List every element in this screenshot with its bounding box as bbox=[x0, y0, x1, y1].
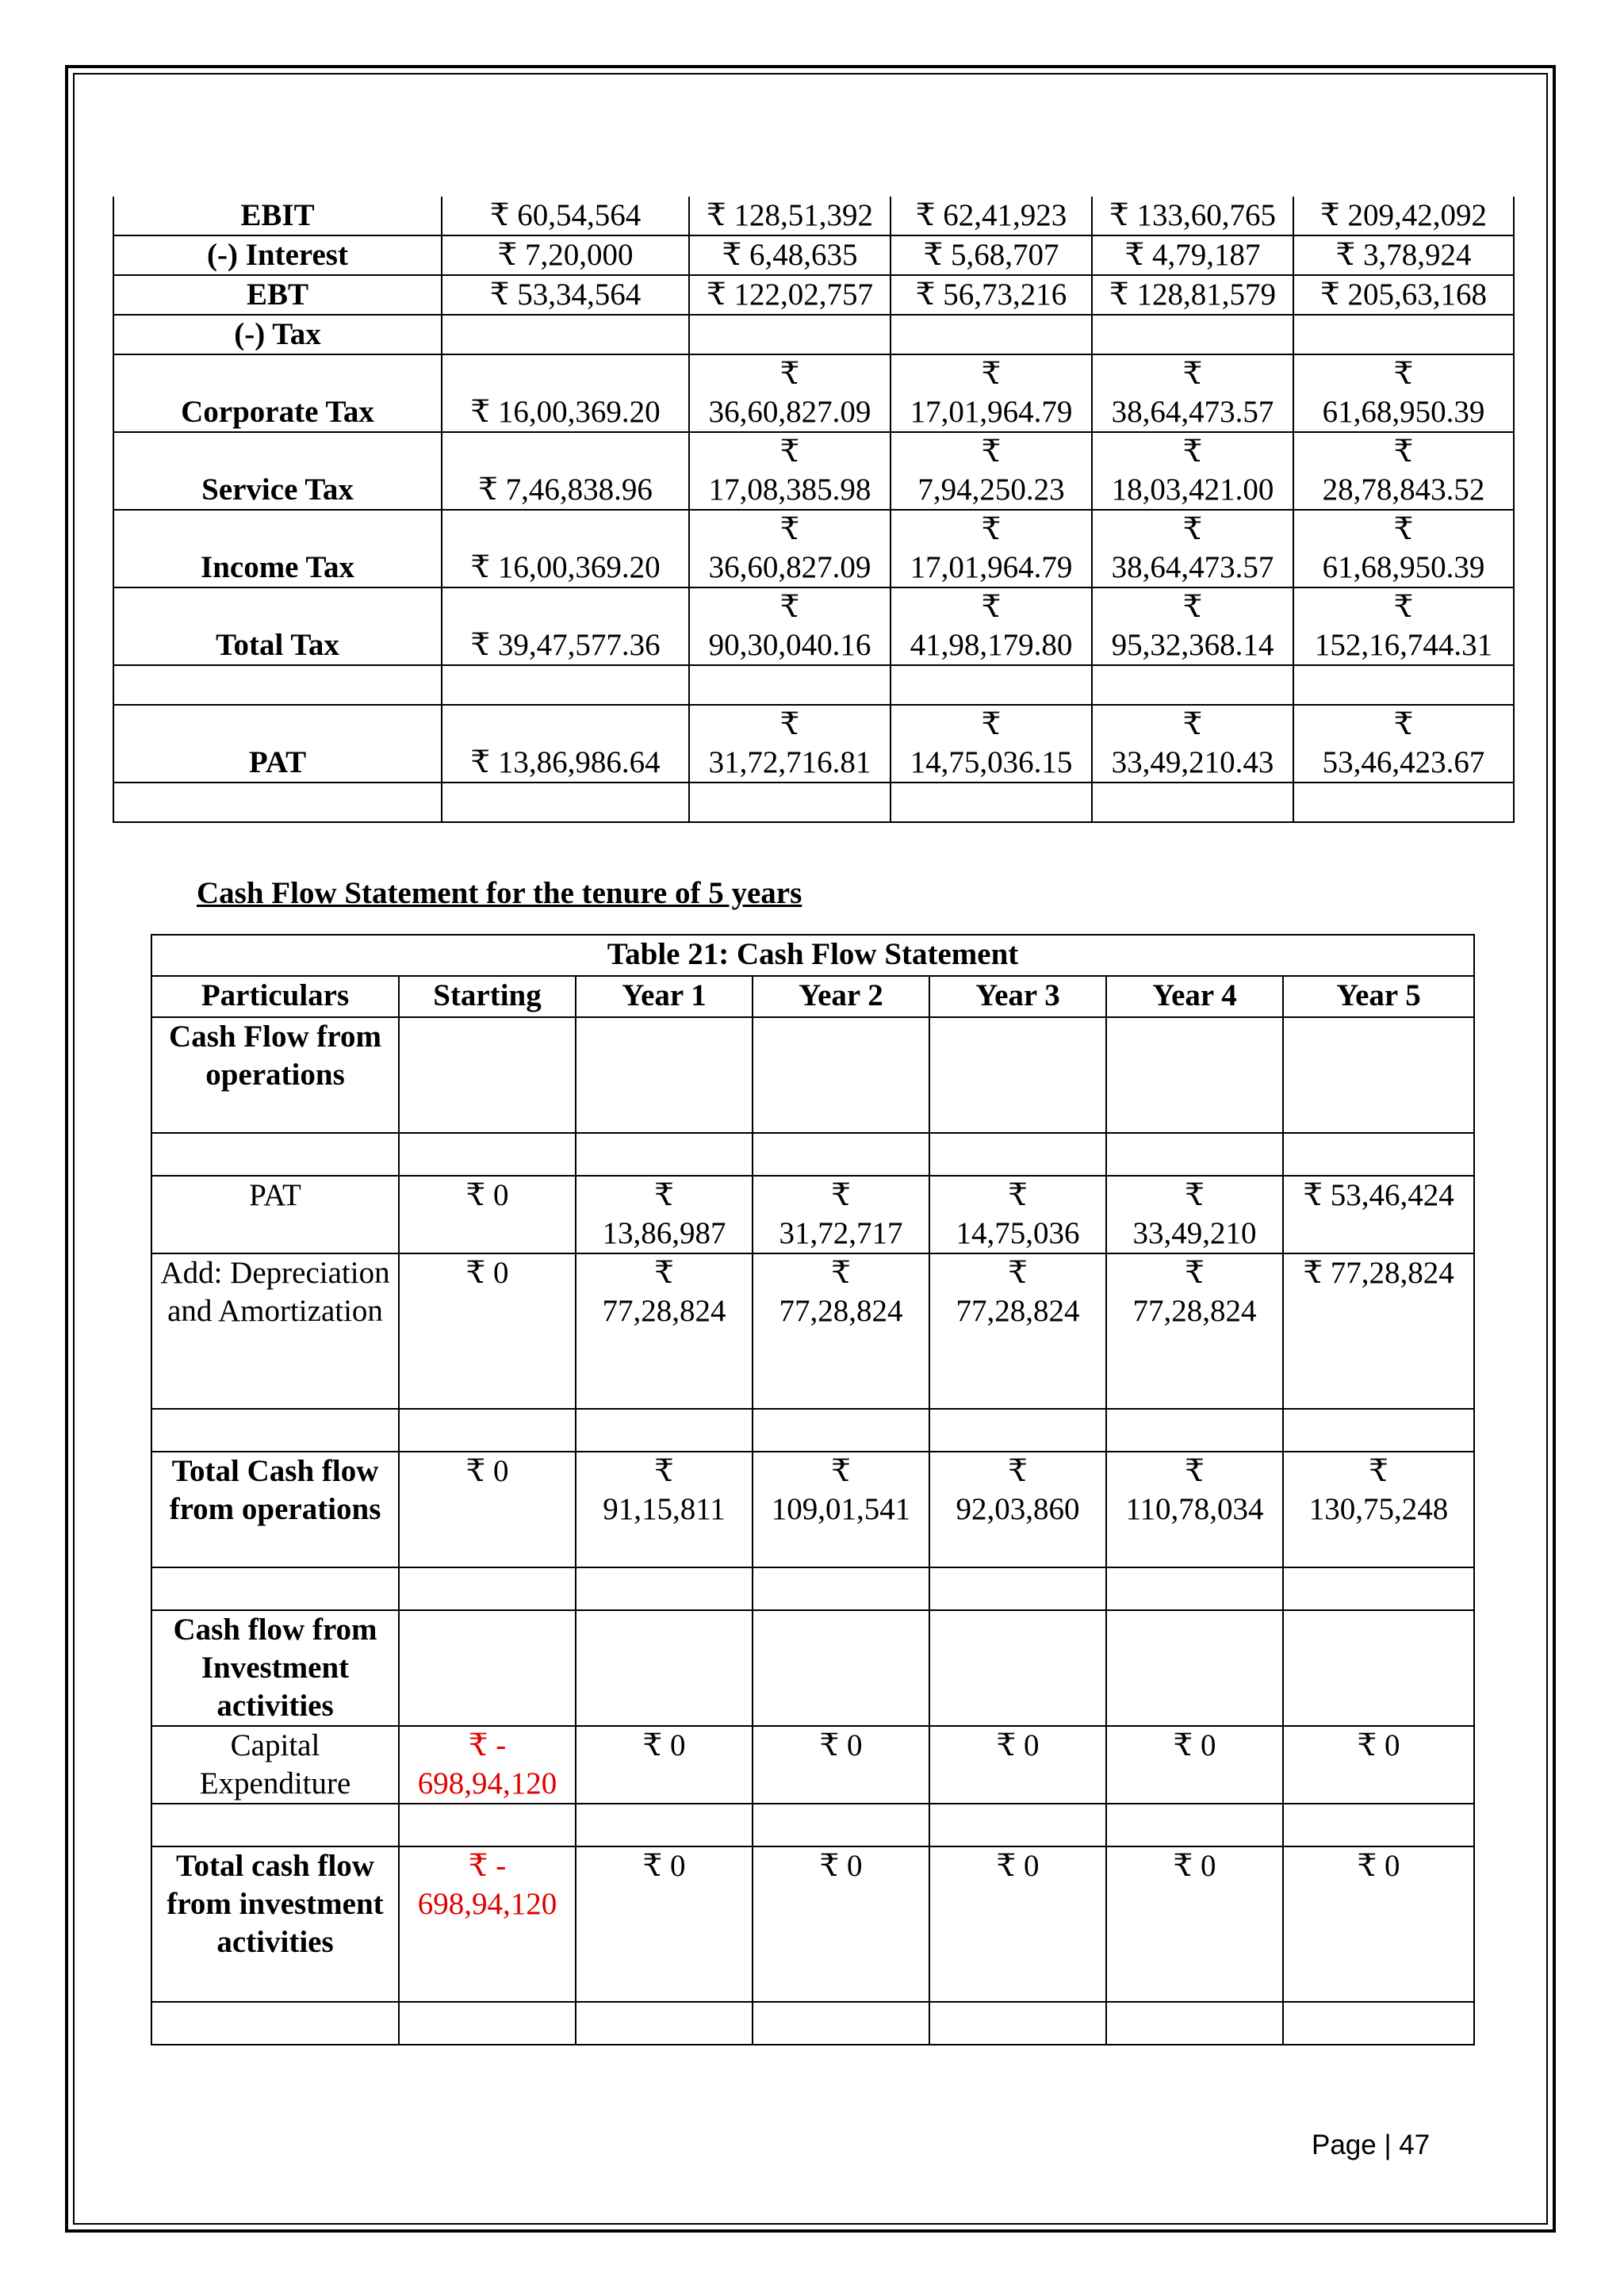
cell: ₹ 152,16,744.31 bbox=[1293, 587, 1514, 665]
rupee-symbol: ₹ bbox=[1393, 512, 1414, 546]
cell: ₹ 0 bbox=[576, 1726, 753, 1804]
cell: ₹ 13,86,986.64 bbox=[442, 705, 689, 783]
table-row bbox=[151, 1176, 1474, 1253]
section-label: Cash Flow from operations bbox=[151, 1017, 399, 1133]
cell: ₹ 0 bbox=[576, 1846, 753, 2002]
cell: ₹ 122,02,757 bbox=[689, 275, 891, 315]
cell: ₹ 0 bbox=[1283, 1846, 1474, 2002]
table-row bbox=[151, 1253, 1474, 1409]
column-header: Year 5 bbox=[1283, 976, 1474, 1017]
cell: ₹ 41,98,179.80 bbox=[891, 587, 1092, 665]
cell: ₹ 92,03,860 bbox=[929, 1452, 1106, 1567]
cell: ₹ 16,00,369.20 bbox=[442, 510, 689, 587]
cell: ₹ 33,49,210 bbox=[1106, 1176, 1283, 1253]
cell: ₹ 17,08,385.98 bbox=[689, 432, 891, 510]
cell: ₹ 110,78,034 bbox=[1106, 1452, 1283, 1567]
table-caption: Table 21: Cash Flow Statement bbox=[151, 935, 1474, 976]
table-row-empty bbox=[151, 1133, 1474, 1176]
cell: ₹ 77,28,824 bbox=[929, 1253, 1106, 1409]
cell: ₹ 90,30,040.16 bbox=[689, 587, 891, 665]
cell: ₹ 7,20,000 bbox=[442, 235, 689, 275]
row-label: Capital Expenditure bbox=[151, 1726, 399, 1804]
cell-negative: ₹ - 698,94,120 bbox=[399, 1726, 576, 1804]
table-row bbox=[113, 315, 1514, 354]
table-row bbox=[151, 1726, 1474, 1804]
rupee-symbol: ₹ bbox=[981, 357, 1002, 391]
page-number: Page | 47 bbox=[1312, 2130, 1431, 2160]
row-label: Total Cash flow from operations bbox=[151, 1452, 399, 1567]
table-row bbox=[113, 235, 1514, 275]
section-heading: Cash Flow Statement for the tenure of 5 years bbox=[197, 876, 802, 910]
cell: ₹ 39,47,577.36 bbox=[442, 587, 689, 665]
cell: ₹ 36,60,827.09 bbox=[689, 510, 891, 587]
cell: ₹ 95,32,368.14 bbox=[1092, 587, 1293, 665]
cell: ₹ 7,94,250.23 bbox=[891, 432, 1092, 510]
rupee-symbol: ₹ bbox=[1182, 434, 1203, 469]
row-label: EBT bbox=[113, 275, 442, 315]
cell: ₹ 77,28,824 bbox=[1106, 1253, 1283, 1409]
rupee-symbol: ₹ bbox=[779, 434, 800, 469]
income-statement-table bbox=[113, 197, 1515, 823]
cell: ₹ 0 bbox=[1106, 1726, 1283, 1804]
cell: ₹ 53,34,564 bbox=[442, 275, 689, 315]
table-row bbox=[113, 432, 1514, 510]
cell: ₹ 61,68,950.39 bbox=[1293, 510, 1514, 587]
cell: ₹ 130,75,248 bbox=[1283, 1452, 1474, 1567]
row-label: Corporate Tax bbox=[113, 354, 442, 432]
cell: ₹ 56,73,216 bbox=[891, 275, 1092, 315]
cash-flow-table bbox=[151, 934, 1475, 2045]
cell: ₹ 18,03,421.00 bbox=[1092, 432, 1293, 510]
cell: ₹ 0 bbox=[753, 1846, 929, 2002]
table-header-row bbox=[151, 976, 1474, 1017]
table-row-empty bbox=[151, 1567, 1474, 1610]
cell: ₹ 14,75,036.15 bbox=[891, 705, 1092, 783]
cell: ₹ 33,49,210.43 bbox=[1092, 705, 1293, 783]
cell: ₹ 0 bbox=[1283, 1726, 1474, 1804]
table-row bbox=[151, 1610, 1474, 1726]
cell: ₹ 38,64,473.57 bbox=[1092, 354, 1293, 432]
rupee-symbol: ₹ bbox=[1393, 590, 1414, 624]
cell: ₹ 17,01,964.79 bbox=[891, 354, 1092, 432]
table-row bbox=[151, 1017, 1474, 1133]
column-header: Year 4 bbox=[1106, 976, 1283, 1017]
cell: ₹ 13,86,987 bbox=[576, 1176, 753, 1253]
cell: ₹ 17,01,964.79 bbox=[891, 510, 1092, 587]
cell bbox=[1293, 315, 1514, 354]
row-label: Add: Depreciation and Amortization bbox=[151, 1253, 399, 1409]
row-label: Service Tax bbox=[113, 432, 442, 510]
row-label: PAT bbox=[151, 1176, 399, 1253]
rupee-symbol: ₹ bbox=[981, 707, 1002, 741]
rupee-symbol: ₹ bbox=[779, 707, 800, 741]
rupee-symbol: ₹ bbox=[1393, 357, 1414, 391]
cell: ₹ 0 bbox=[929, 1726, 1106, 1804]
rupee-symbol: ₹ bbox=[981, 590, 1002, 624]
rupee-symbol: ₹ bbox=[779, 357, 800, 391]
cell: ₹ 31,72,716.81 bbox=[689, 705, 891, 783]
cell: ₹ 133,60,765 bbox=[1092, 197, 1293, 235]
row-label: Income Tax bbox=[113, 510, 442, 587]
rupee-symbol: ₹ bbox=[779, 590, 800, 624]
rupee-symbol: ₹ bbox=[779, 512, 800, 546]
cell: ₹ 38,64,473.57 bbox=[1092, 510, 1293, 587]
cell: ₹ 209,42,092 bbox=[1293, 197, 1514, 235]
cell: ₹ 16,00,369.20 bbox=[442, 354, 689, 432]
cell: ₹ 7,46,838.96 bbox=[442, 432, 689, 510]
table-row-empty bbox=[151, 1804, 1474, 1846]
cell: ₹ 0 bbox=[399, 1452, 576, 1567]
cell: ₹ 31,72,717 bbox=[753, 1176, 929, 1253]
row-label: (-) Interest bbox=[113, 235, 442, 275]
table-row-empty bbox=[113, 665, 1514, 705]
table-row bbox=[151, 1846, 1474, 2002]
table-row bbox=[113, 705, 1514, 783]
cell: ₹ 77,28,824 bbox=[576, 1253, 753, 1409]
table-row bbox=[113, 354, 1514, 432]
cell: ₹ 62,41,923 bbox=[891, 197, 1092, 235]
column-header: Year 1 bbox=[576, 976, 753, 1017]
column-header: Starting bbox=[399, 976, 576, 1017]
cell: ₹ 0 bbox=[929, 1846, 1106, 2002]
cell bbox=[1092, 315, 1293, 354]
rupee-symbol: ₹ bbox=[1393, 707, 1414, 741]
row-label: Total Tax bbox=[113, 587, 442, 665]
row-label: Total cash flow from investment activities bbox=[151, 1846, 399, 2002]
cell: ₹ 5,68,707 bbox=[891, 235, 1092, 275]
cell: ₹ 91,15,811 bbox=[576, 1452, 753, 1567]
row-label: (-) Tax bbox=[113, 315, 442, 354]
cell: ₹ 128,81,579 bbox=[1092, 275, 1293, 315]
cell: ₹ 0 bbox=[753, 1726, 929, 1804]
section-label: Cash flow from Investment activities bbox=[151, 1610, 399, 1726]
cell-negative: ₹ - 698,94,120 bbox=[399, 1846, 576, 2002]
cell bbox=[891, 315, 1092, 354]
row-label: PAT bbox=[113, 705, 442, 783]
cell: ₹ 61,68,950.39 bbox=[1293, 354, 1514, 432]
rupee-symbol: ₹ bbox=[981, 434, 1002, 469]
table-row bbox=[113, 510, 1514, 587]
cell: ₹ 3,78,924 bbox=[1293, 235, 1514, 275]
column-header: Year 3 bbox=[929, 976, 1106, 1017]
cell: ₹ 53,46,424 bbox=[1283, 1176, 1474, 1253]
column-header: Particulars bbox=[151, 976, 399, 1017]
cell: ₹ 36,60,827.09 bbox=[689, 354, 891, 432]
column-header: Year 2 bbox=[753, 976, 929, 1017]
cell: ₹ 4,79,187 bbox=[1092, 235, 1293, 275]
table-row bbox=[113, 197, 1514, 235]
table-row-empty bbox=[113, 783, 1514, 822]
table-row-empty bbox=[151, 1409, 1474, 1452]
table-row bbox=[151, 1452, 1474, 1567]
table-row bbox=[113, 587, 1514, 665]
row-label: EBIT bbox=[113, 197, 442, 235]
rupee-symbol: ₹ bbox=[1182, 590, 1203, 624]
cell: ₹ 14,75,036 bbox=[929, 1176, 1106, 1253]
cell bbox=[689, 315, 891, 354]
rupee-symbol: ₹ bbox=[1182, 707, 1203, 741]
cell: ₹ 60,54,564 bbox=[442, 197, 689, 235]
cell: ₹ 205,63,168 bbox=[1293, 275, 1514, 315]
cell: ₹ 6,48,635 bbox=[689, 235, 891, 275]
cell: ₹ 28,78,843.52 bbox=[1293, 432, 1514, 510]
cell: ₹ 0 bbox=[1106, 1846, 1283, 2002]
cell: ₹ 0 bbox=[399, 1253, 576, 1409]
cell: ₹ 109,01,541 bbox=[753, 1452, 929, 1567]
cell: ₹ 77,28,824 bbox=[753, 1253, 929, 1409]
table-row bbox=[113, 275, 1514, 315]
rupee-symbol: ₹ bbox=[1182, 357, 1203, 391]
cell: ₹ 0 bbox=[399, 1176, 576, 1253]
rupee-symbol: ₹ bbox=[1393, 434, 1414, 469]
table-row-empty bbox=[151, 2002, 1474, 2045]
cell: ₹ 53,46,423.67 bbox=[1293, 705, 1514, 783]
cell: ₹ 128,51,392 bbox=[689, 197, 891, 235]
cell bbox=[442, 315, 689, 354]
rupee-symbol: ₹ bbox=[1182, 512, 1203, 546]
cell: ₹ 77,28,824 bbox=[1283, 1253, 1474, 1409]
table-caption-row bbox=[151, 935, 1474, 976]
rupee-symbol: ₹ bbox=[981, 512, 1002, 546]
